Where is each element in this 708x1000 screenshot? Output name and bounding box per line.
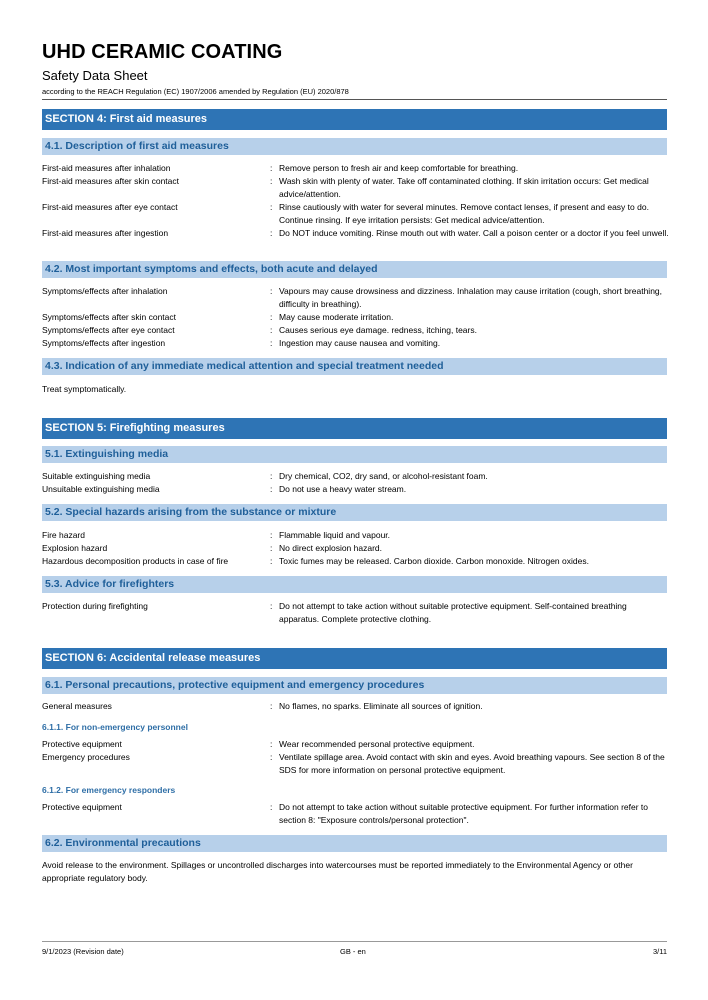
document-subtitle: Safety Data Sheet xyxy=(42,68,148,83)
row-separator: : xyxy=(270,325,273,335)
row-separator: : xyxy=(270,163,273,173)
row-separator: : xyxy=(270,484,273,494)
row-label: Symptoms/effects after inhalation xyxy=(42,286,168,296)
section-4-heading: SECTION 4: First aid measures xyxy=(42,109,667,130)
sds-page xyxy=(42,0,667,1000)
row-separator: : xyxy=(270,228,273,238)
row-separator: : xyxy=(270,601,273,611)
row-separator: : xyxy=(270,530,273,540)
regulation-note: according to the REACH Regulation (EC) 1907/2006 amended by Regulation (EU) 2020/878 xyxy=(42,87,349,96)
row-separator: : xyxy=(270,752,273,762)
header-divider xyxy=(42,99,667,100)
row-value: Flammable liquid and vapour. xyxy=(279,530,391,540)
footer-divider xyxy=(42,941,667,942)
row-value: Toxic fumes may be released. Carbon dioxide. Carbon monoxide. Nitrogen oxides. xyxy=(279,556,589,566)
subsection-5-1-heading: 5.1. Extinguishing media xyxy=(42,446,667,463)
subsection-5-2-heading: 5.2. Special hazards arising from the substance or mixture xyxy=(42,504,667,521)
section-6-heading: SECTION 6: Accidental release measures xyxy=(42,648,667,669)
row-value: Do not attempt to take action without suitable protective equipment. Self-contained breathing apparatus. Complete protective clothing. xyxy=(279,601,627,624)
row-separator: : xyxy=(270,176,273,186)
row-label: Fire hazard xyxy=(42,530,85,540)
row-label: Explosion hazard xyxy=(42,543,108,553)
row-label: Symptoms/effects after eye contact xyxy=(42,325,175,335)
row-separator: : xyxy=(270,543,273,553)
row-label: Emergency procedures xyxy=(42,752,130,762)
row-value: Ingestion may cause nausea and vomiting. xyxy=(279,338,441,348)
row-separator: : xyxy=(270,312,273,322)
row-label: Suitable extinguishing media xyxy=(42,471,151,481)
row-label: Protection during firefighting xyxy=(42,601,148,611)
row-separator: : xyxy=(270,286,273,296)
revision-date: 9/1/2023 (Revision date) xyxy=(42,947,124,956)
row-label: General measures xyxy=(42,701,112,711)
row-value: Ventilate spillage area. Avoid contact with skin and eyes. Avoid breathing vapours. See section 8 of the SDS for more information on personal protective equipment. xyxy=(279,752,665,775)
row-value: Do NOT induce vomiting. Rinse mouth out with water. Call a poison center or a doctor if you feel unwell. xyxy=(279,228,669,238)
row-value: Do not use a heavy water stream. xyxy=(279,484,407,494)
row-separator: : xyxy=(270,739,273,749)
locale-label: GB - en xyxy=(340,947,366,956)
row-value: Remove person to fresh air and keep comfortable for breathing. xyxy=(279,163,519,173)
row-separator: : xyxy=(270,202,273,212)
row-label: Unsuitable extinguishing media xyxy=(42,484,160,494)
subsection-4-2-heading: 4.2. Most important symptoms and effects, both acute and delayed xyxy=(42,261,667,278)
row-label: First-aid measures after eye contact xyxy=(42,202,178,212)
subsection-4-3-heading: 4.3. Indication of any immediate medical attention and special treatment needed xyxy=(42,358,667,375)
subsection-4-1-heading: 4.1. Description of first aid measures xyxy=(42,138,667,155)
row-separator: : xyxy=(270,802,273,812)
row-value: Do not attempt to take action without suitable protective equipment. For further information refer to section 8: "Exposure controls/personal protection". xyxy=(279,802,648,825)
row-label: First-aid measures after inhalation xyxy=(42,163,171,173)
row-label: First-aid measures after skin contact xyxy=(42,176,179,186)
row-value: May cause moderate irritation. xyxy=(279,312,394,322)
row-separator: : xyxy=(270,338,273,348)
row-separator: : xyxy=(270,556,273,566)
row-value: No direct explosion hazard. xyxy=(279,543,383,553)
row-value: Dry chemical, CO2, dry sand, or alcohol-resistant foam. xyxy=(279,471,488,481)
row-value: No flames, no sparks. Eliminate all sources of ignition. xyxy=(279,701,483,711)
subsection-6-1-2-heading: 6.1.2. For emergency responders xyxy=(42,785,176,795)
subsection-6-1-1-heading: 6.1.1. For non-emergency personnel xyxy=(42,722,188,732)
row-label: Symptoms/effects after ingestion xyxy=(42,338,166,348)
row-separator: : xyxy=(270,701,273,711)
environmental-text: Avoid release to the environment. Spillages or uncontrolled discharges into watercourses must be reported immediately to the Environmental Agency or other appropriate regulatory body. xyxy=(42,860,633,883)
row-label: Symptoms/effects after skin contact xyxy=(42,312,177,322)
row-value: Wash skin with plenty of water. Take off contaminated clothing. If skin irritation occurs: Get medical advice/attention. xyxy=(279,176,649,199)
row-label: Protective equipment xyxy=(42,802,122,812)
row-value: Causes serious eye damage. redness, itching, tears. xyxy=(279,325,477,335)
treatment-text: Treat symptomatically. xyxy=(42,384,127,394)
row-separator: : xyxy=(270,471,273,481)
row-label: First-aid measures after ingestion xyxy=(42,228,169,238)
subsection-5-3-heading: 5.3. Advice for firefighters xyxy=(42,576,667,593)
row-value: Vapours may cause drowsiness and dizziness. Inhalation may cause irritation (cough, short breathing, difficulty in breathing). xyxy=(279,286,663,309)
subsection-6-1-heading: 6.1. Personal precautions, protective equipment and emergency procedures xyxy=(42,677,667,694)
row-value: Rinse cautiously with water for several minutes. Remove contact lenses, if present and easy to do. Continue rinsing. If eye irritation persists: Get medical advice/attention. xyxy=(279,202,649,225)
row-value: Wear recommended personal protective equipment. xyxy=(279,739,475,749)
document-title: UHD CERAMIC COATING xyxy=(42,41,283,63)
section-5-heading: SECTION 5: Firefighting measures xyxy=(42,418,667,439)
row-label: Protective equipment xyxy=(42,739,122,749)
subsection-6-2-heading: 6.2. Environmental precautions xyxy=(42,835,667,852)
page-number: 3/11 xyxy=(652,947,667,956)
row-label: Hazardous decomposition products in case of fire xyxy=(42,556,229,566)
